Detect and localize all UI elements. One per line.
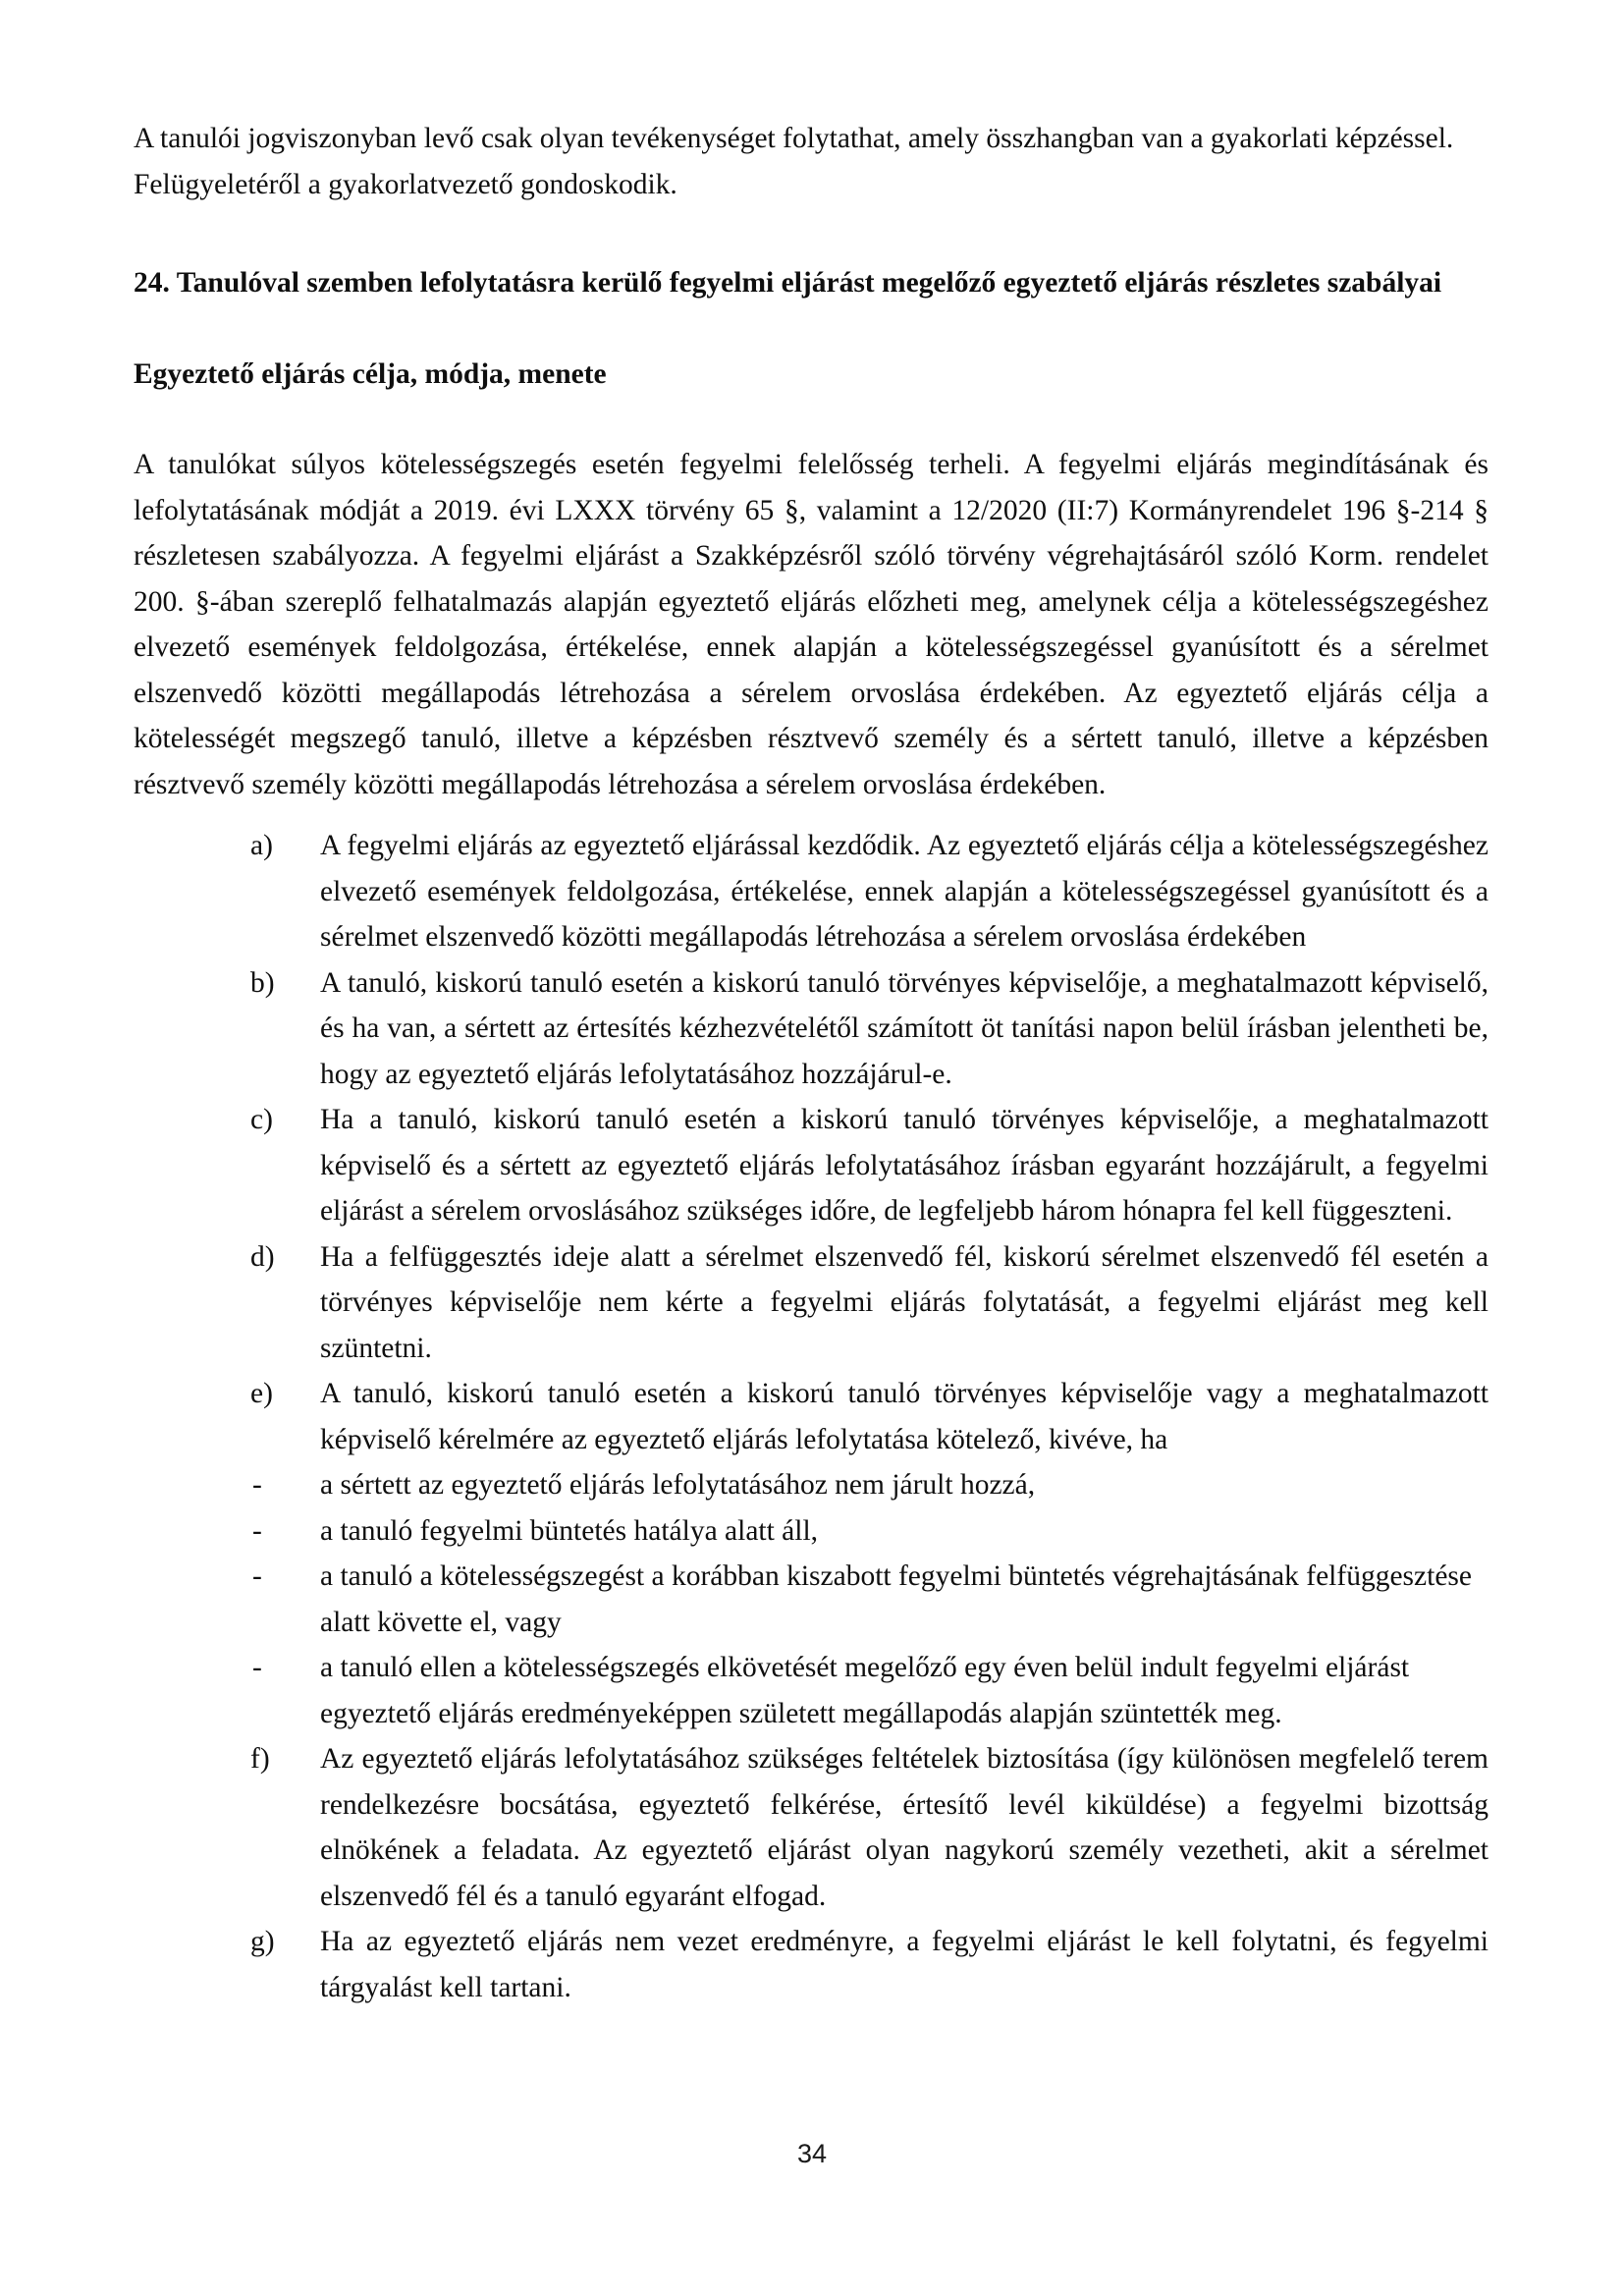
list-item-text: Ha az egyeztető eljárás nem vezet eredményre, a fegyelmi eljárást le kell folytatni, és fegyelmi tárgyalást kell tartani. bbox=[320, 1926, 1489, 2003]
dash-item-text: a sértett az egyeztető eljárás lefolytatásához nem járult hozzá, bbox=[320, 1469, 1036, 1501]
list-item-text: A fegyelmi eljárás az egyeztető eljárással kezdődik. Az egyeztető eljárás célja a kötelességszegéshez elvezető események feldolgozása, értékelése, ennek alapján a kötelességszegéssel gyanúsított és a sérelmet elszenvedő közötti megállapodás létrehozása a sérelem orvoslása érdekében bbox=[320, 830, 1489, 953]
list-item-text: A tanuló, kiskorú tanuló esetén a kiskorú tanuló törvényes képviselője vagy a meghatalmazott képviselő kérelmére az egyeztető eljárás lefolytatása kötelező, kivéve, ha bbox=[320, 1378, 1489, 1455]
list-marker: f) bbox=[250, 1743, 270, 1775]
list-item bbox=[250, 960, 1489, 1098]
dash-list-item bbox=[250, 1645, 1489, 1736]
dash-item-text: a tanuló fegyelmi büntetés hatálya alatt áll, bbox=[320, 1514, 819, 1547]
list-item bbox=[250, 1736, 1489, 1919]
list-marker: c) bbox=[250, 1104, 273, 1135]
list-item-text: Az egyeztető eljárás lefolytatásához szükséges feltételek biztosítása (így különösen megfelelő terem rendelkezésre bocsátása, egyeztető felkérése, értesítő levél kiküldése) a fegyelmi bizottság elnökének a feladata. Az egyeztető eljárást olyan nagykorú személy vezetheti, akit a sérelmet elszenvedő fél és a tanuló egyaránt elfogad. bbox=[320, 1743, 1489, 1912]
spacer bbox=[134, 207, 1489, 260]
list-item-text: Ha a felfüggesztés ideje alatt a sérelmet elszenvedő fél, kiskorú sérelmet elszenvedő fél esetén a törvényes képviselője nem kérte a fegyelmi eljárás folytatását, a fegyelmi eljárást meg kell szüntetni. bbox=[320, 1240, 1489, 1364]
dash-marker: - bbox=[252, 1469, 262, 1501]
subheading: Egyeztető eljárás célja, módja, menete bbox=[134, 357, 607, 390]
list-marker: a) bbox=[250, 830, 273, 861]
list-marker: d) bbox=[250, 1240, 275, 1273]
list-item-text: Ha a tanuló, kiskorú tanuló esetén a kiskorú tanuló törvényes képviselője, a meghatalmazott képviselő és a sértett az egyeztető eljárás lefolytatásához írásban egyaránt hozzájárult, a fegyelmi eljárást a sérelem orvoslásához szükséges időre, de legfeljebb három hónapra fel kell függeszteni. bbox=[320, 1104, 1489, 1227]
list-marker: g) bbox=[250, 1926, 275, 1957]
dash-marker: - bbox=[252, 1514, 262, 1547]
list-item bbox=[250, 823, 1489, 960]
dash-marker: - bbox=[252, 1560, 262, 1592]
list-marker: e) bbox=[250, 1378, 273, 1409]
dash-item-text: a tanuló ellen a kötelességszegés elkövetését megelőző egy éven belül indult fegyelmi eljárást egyeztető eljárás eredményeképpen született megállapodás alapján szüntették meg. bbox=[320, 1652, 1410, 1729]
dash-marker: - bbox=[252, 1652, 262, 1683]
intro-paragraph: A tanulói jogviszonyban levő csak olyan tevékenységet folytathat, amely összhangban van a gyakorlati képzéssel. Felügyeletéről a gyakorlatvezető gondoskodik. bbox=[134, 123, 1454, 200]
dash-list bbox=[134, 1462, 1489, 1736]
dash-list-item bbox=[250, 1508, 1489, 1555]
list-marker: b) bbox=[250, 966, 275, 999]
lettered-list-continued bbox=[134, 1736, 1489, 2010]
lettered-list-primary bbox=[134, 823, 1489, 1462]
main-paragraph: A tanulókat súlyos kötelességszegés esetén fegyelmi felelősség terheli. A fegyelmi eljárás megindításának és lefolytatásának módját a 2019. évi LXXX törvény 65 §, valamint a 12/2020 (II:7) Kormányrendelet 196 §-214 § részletesen szabályozza. A fegyelmi eljárást a Szakképzésről szóló törvény végrehajtásáról szóló Korm. rendelet 200. §-ában szereplő felhatalmazás alapján egyeztető eljárás előzheti meg, amelynek célja a kötelességszegéshez elvezető események feldolgozása, értékelése, ennek alapján a kötelességszegéssel gyanúsított és a sérelmet elszenvedő közötti megállapodás létrehozása a sérelem orvoslása érdekében. Az egyeztető eljárás célja a kötelességét megszegő tanuló, illetve a képzésben résztvevő személy és a sértett tanuló, illetve a képzésben résztvevő személy közötti megállapodás létrehozása a sérelem orvoslása érdekében. bbox=[134, 449, 1489, 800]
list-item bbox=[250, 1097, 1489, 1234]
dash-item-text: a tanuló a kötelességszegést a korábban kiszabott fegyelmi büntetés végrehajtásának felfüggesztése alatt követte el, vagy bbox=[320, 1560, 1472, 1638]
page-content bbox=[134, 116, 1489, 2010]
spacer bbox=[134, 306, 1489, 352]
list-item-text: A tanuló, kiskorú tanuló esetén a kiskorú tanuló törvényes képviselője, a meghatalmazott képviselő, és ha van, a sértett az értesítés kézhezvételétől számított öt tanítási napon belül írásban jelentheti be, hogy az egyeztető eljárás lefolytatásához hozzájárul-e. bbox=[320, 966, 1489, 1090]
dash-list-item bbox=[250, 1462, 1489, 1508]
list-item bbox=[250, 1371, 1489, 1462]
list-item bbox=[250, 1919, 1489, 2010]
page-number: 34 bbox=[796, 2139, 828, 2168]
dash-list-item bbox=[250, 1554, 1489, 1645]
spacer bbox=[134, 397, 1489, 442]
section-heading: 24. Tanulóval szemben lefolytatásra kerülő fegyelmi eljárást megelőző egyeztető eljárás részletes szabályai bbox=[134, 267, 1442, 299]
spacer bbox=[134, 807, 1489, 823]
list-item bbox=[250, 1234, 1489, 1372]
